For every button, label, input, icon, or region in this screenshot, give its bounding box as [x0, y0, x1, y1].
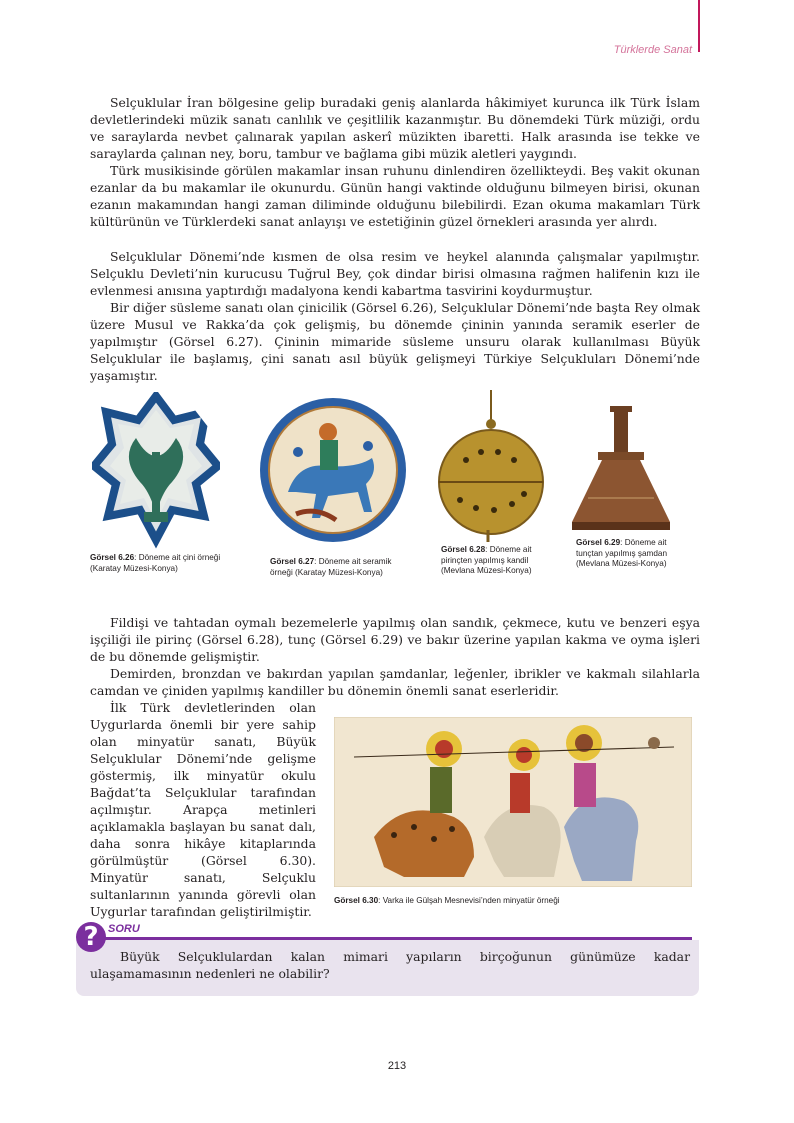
- caption-6-29: Görsel 6.29: Döneme ait tunçtan yapılmış şamdan (Mevlana Müzesi-Konya): [576, 538, 668, 568]
- paragraph-makam: Türk musikisinde görülen makamlar insan ruhunu dinlendiren özellikteydi. Beş vakit okunan ezanlar da bu makamlar ile okunurdu. Günün hangi vaktinde olduğunu bilmeyen birisi, okunan ezanın makamından hangi zaman diliminde olduğunu bilebilirdi. Ezan okuma makamları Türk kültürünün ve Türklerdeki sanat anlayışı ve estetiğinin güzel örnekleri arasında yer alırdı.: [90, 163, 700, 229]
- bronze-candlestick-image: [568, 402, 672, 532]
- tile-image: [92, 392, 220, 550]
- question-text: Büyük Selçuklulardan kalan mimari yapıların birçoğunun günümüze kadar ulaşamamasının nedenleri ne olabilir?: [90, 949, 690, 981]
- header-accent-line: [698, 0, 700, 52]
- ceramic-plate-image: [258, 396, 408, 544]
- caption-6-30: Görsel 6.30: Varka ile Gülşah Mesnevisi’nden minyatür örneği: [334, 896, 560, 905]
- paragraph-miniature: İlk Türk devletlerinden olan Uygurlarda önemli bir yere sahip olan minyatür sanatı, Büyük Selçuklular Dönemi’nde gelişme göstermiş, ilk minyatür okulu Bağdat’ta Selçuklular tarafından açılmıştır. Arapça metinleri açıklamakla başlayan bu sanat dalı, daha sonra hikâye kitaplarında görülmüştür (Görsel 6.30). Minyatür sanatı, Selçuklu sultanlarının yanında görevli olan Uygurlar tarafından geliştirilmiştir.: [90, 700, 316, 919]
- miniature-painting-image: [334, 717, 692, 887]
- paragraph-music: Selçuklular İran bölgesine gelip buradaki geniş alanlarda hâkimiyet kurunca ilk Türk İslam devletlerindeki müzik sanatı canlılık ve çeşitlilik kazanmıştır. Bu dönemdeki Türk müziği, ordu ve saraylarda nevbet çalınarak yapılan askerî müzikten ibaretti. Halk arasında ise tekke ve saraylarda çalınan ney, boru, tambur ve bağlama gibi müzik aletleri yaygındı.: [90, 95, 700, 161]
- page-number: 213: [387, 1060, 407, 1072]
- question-divider: [104, 937, 692, 940]
- paragraph-tile: Bir diğer süsleme sanatı olan çinicilik (Görsel 6.26), Selçuklular Dönemi’nde başta Rey olmak üzere Musul ve Rakka’da çok gelişmiş, bu dönemde çininin yanında seramik eserler de yapılmıştır (Görsel 6.27). Çininin mimaride süsleme unsuru olarak kullanılması Büyük Selçuklular ile başlamış, çini sanatı asıl büyük gelişmeyi Türkiye Selçukluları Dönemi’nde yaşamıştır.: [90, 300, 700, 383]
- section-title: Türklerde Sanat: [613, 44, 692, 56]
- question-label: SORU: [108, 923, 140, 935]
- caption-6-26: Görsel 6.26: Döneme ait çini örneği (Karatay Müzesi-Konya): [90, 553, 221, 573]
- caption-6-28: Görsel 6.28: Döneme ait pirinçten yapılmış kandil (Mevlana Müzesi-Konya): [441, 545, 532, 575]
- paragraph-metalwork: Fildişi ve tahtadan oymalı bezemelerle yapılmış olan sandık, çekmece, kutu ve benzeri eşya işçiliği ile pirinç (Görsel 6.28), tunç (Görsel 6.29) ve bakır üzerine yapılan kakma ve oyma işleri de bu dönemde gelişmiştir.: [90, 615, 700, 664]
- brass-lamp-image: [436, 390, 546, 542]
- question-mark-icon: ?: [76, 922, 106, 952]
- caption-6-27: Görsel 6.27: Döneme ait seramik örneği (Karatay Müzesi-Konya): [270, 557, 392, 577]
- paragraph-candlesticks: Demirden, bronzdan ve bakırdan yapılan şamdanlar, leğenler, ibrikler ve kakmalı silahlarla camdan ve çiniden yapılmış kandiller bu dönemin önemli sanat eserleridir.: [90, 666, 700, 698]
- paragraph-painting: Selçuklular Dönemi’nde kısmen de olsa resim ve heykel alanında çalışmalar yapılmıştır. Selçuklu Devleti’nin kurucusu Tuğrul Bey, çok dindar birisi olmasına rağmen halifenin kızı ile evlenmesi anısına yaptırdığı madalyona kendi kabartma tasvirini koydurmuştur.: [90, 249, 700, 298]
